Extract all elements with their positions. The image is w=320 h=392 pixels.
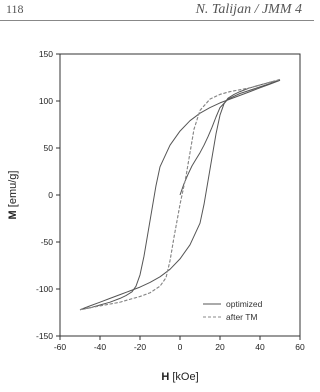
x-tick-label: 20 xyxy=(215,342,225,352)
y-tick-label: -150 xyxy=(35,331,53,341)
x-axis-title xyxy=(161,371,198,383)
legend-label-after-tm: after TM xyxy=(226,312,258,322)
y-axis-title-bold: M xyxy=(7,210,19,220)
running-head: N. Talijan / JMM 4 xyxy=(195,2,302,17)
hysteresis-figure xyxy=(0,38,314,392)
axes-layer xyxy=(36,49,305,352)
legend xyxy=(203,299,263,322)
x-tick-label: -40 xyxy=(93,342,107,352)
y-tick-label: -50 xyxy=(40,237,53,247)
hysteresis-chart xyxy=(0,38,314,387)
x-axis-title-bold: H xyxy=(161,371,170,383)
x-tick-label: 40 xyxy=(255,342,265,352)
header-rule xyxy=(0,20,314,21)
x-tick-label: 60 xyxy=(295,342,305,352)
y-tick-label: 150 xyxy=(38,49,53,59)
x-tick-label: -60 xyxy=(53,342,67,352)
y-tick-label: 100 xyxy=(38,96,53,106)
page-number: 118 xyxy=(6,2,24,16)
x-axis-title-unit: [kOe] xyxy=(169,371,199,383)
y-axis-title-unit: [emu/g] xyxy=(7,170,19,211)
x-tick-label: 0 xyxy=(177,342,183,352)
y-tick-label: 0 xyxy=(48,190,53,200)
series-layer xyxy=(80,79,280,309)
y-tick-label: 50 xyxy=(43,143,53,153)
legend-label-optimized: optimized xyxy=(226,299,263,309)
x-tick-label: -20 xyxy=(133,342,147,352)
y-tick-label: -100 xyxy=(35,284,53,294)
page-header xyxy=(0,0,314,38)
y-axis-title xyxy=(7,171,19,220)
